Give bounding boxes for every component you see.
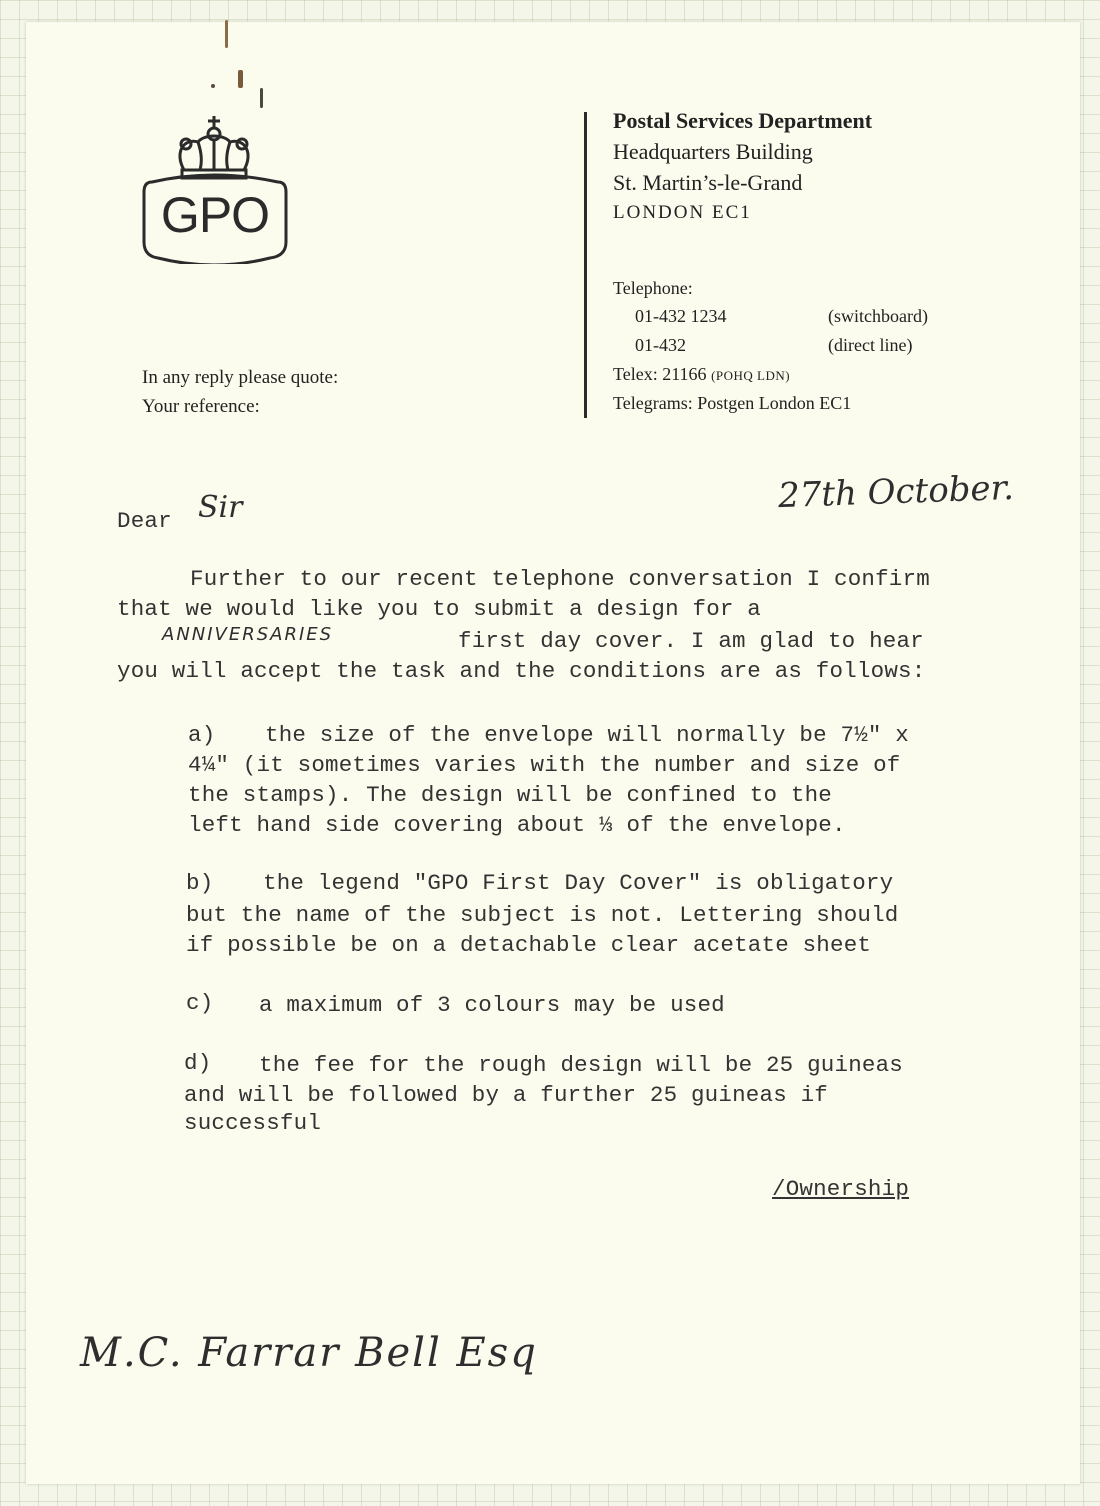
gpo-logo xyxy=(140,112,290,264)
ink-mark xyxy=(260,88,263,108)
item-b-line: if possible be on a detachable clear acetate sheet xyxy=(186,932,872,958)
ink-mark xyxy=(238,70,243,88)
item-label-a: a) xyxy=(188,722,216,748)
handwritten-salutation: Sir xyxy=(198,490,243,525)
reply-quote-label: In any reply please quote: xyxy=(142,367,339,388)
ink-mark xyxy=(225,20,228,48)
phone-switchboard: 01-432 1234 xyxy=(635,306,727,326)
phone-direct: 01-432 xyxy=(635,335,686,355)
department-name: Postal Services Department xyxy=(613,108,873,133)
item-d-line: the fee for the rough design will be 25 guineas xyxy=(259,1052,904,1078)
item-label-d: d) xyxy=(184,1050,212,1076)
letterhead-divider xyxy=(584,112,587,418)
item-c-line: a maximum of 3 colours may be used xyxy=(259,992,725,1018)
city-name: LONDON EC1 xyxy=(613,202,752,223)
telex-line xyxy=(613,364,790,385)
phone-switchboard-note: (switchboard) xyxy=(828,306,928,326)
item-label-c: c) xyxy=(186,990,214,1016)
body-line: you will accept the task and the conditions are as follows: xyxy=(117,658,926,684)
body-line: that we would like you to submit a design for a xyxy=(117,596,762,622)
item-a-line: 4¼" (it sometimes varies with the number and size of xyxy=(188,752,901,778)
telegrams-line: Telegrams: Postgen London EC1 xyxy=(613,393,852,413)
item-a-line: the size of the envelope will normally be 7½" x xyxy=(265,722,910,748)
street-name: St. Martin’s-le-Grand xyxy=(613,170,803,195)
telephone-label: Telephone: xyxy=(613,278,693,298)
item-d-line: and will be followed by a further 25 guineas if xyxy=(184,1082,829,1108)
item-d-line: successful xyxy=(184,1110,322,1136)
item-b-line: but the name of the subject is not. Lettering should xyxy=(186,902,899,928)
gpo-logo-text: GPO xyxy=(160,187,270,243)
body-line: Further to our recent telephone conversation I confirm xyxy=(190,566,930,592)
item-a-line: the stamps). The design will be confined to the xyxy=(188,782,833,808)
telex-number: Telex: 21166 xyxy=(613,364,707,384)
ink-mark xyxy=(211,84,215,88)
item-a-line: left hand side covering about ⅓ of the envelope. xyxy=(188,812,846,838)
phone-direct-note: (direct line) xyxy=(828,335,913,355)
body-line: first day cover. I am glad to hear xyxy=(458,628,924,654)
continuation-catchword: /Ownership xyxy=(772,1176,910,1202)
your-reference-label: Your reference: xyxy=(142,396,260,417)
item-label-b: b) xyxy=(186,870,214,896)
building-name: Headquarters Building xyxy=(613,139,813,164)
handwritten-insert: ANNIVERSARIES xyxy=(162,624,334,645)
handwritten-date: 27th October. xyxy=(777,467,1015,517)
telex-code: (POHQ LDN) xyxy=(711,368,791,383)
item-b-line: the legend "GPO First Day Cover" is obligatory xyxy=(263,870,894,896)
handwritten-addressee: M.C. Farrar Bell Esq xyxy=(80,1330,538,1376)
salutation-dear: Dear xyxy=(117,508,172,534)
